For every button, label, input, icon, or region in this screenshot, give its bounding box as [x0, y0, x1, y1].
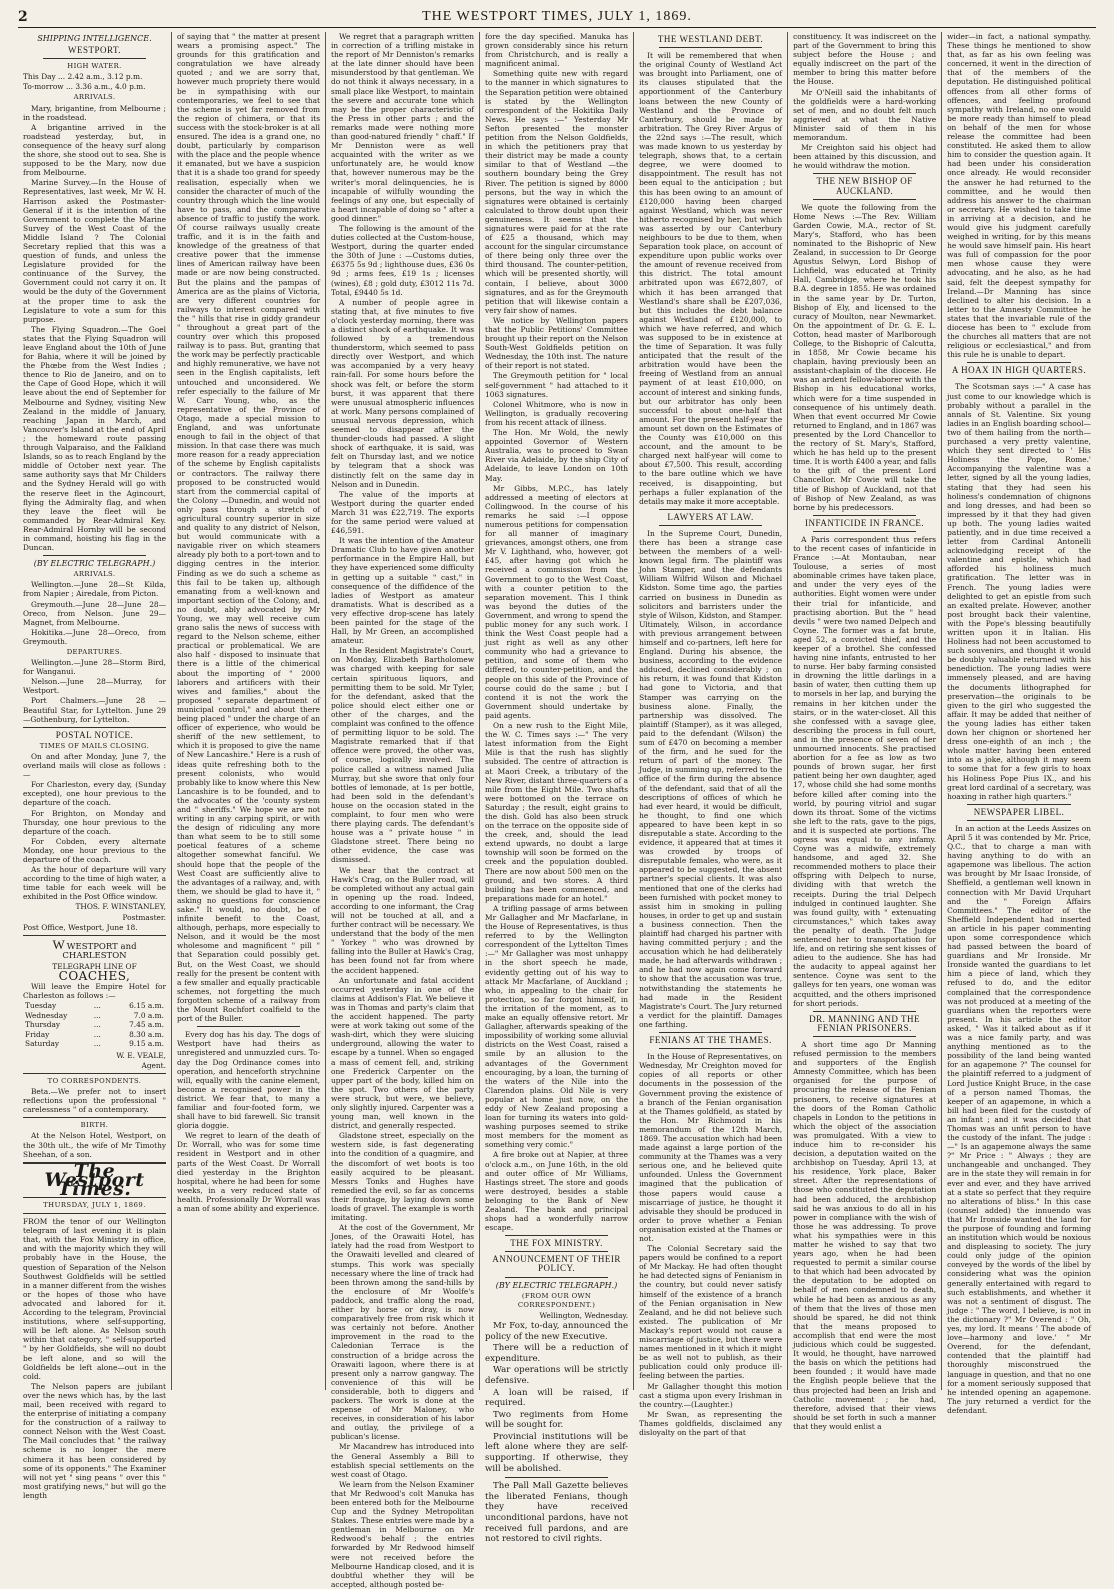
mails-closing-heading: TIMES OF MAILS CLOSING.: [39, 741, 150, 750]
news-paragraph: The value of the imports at Westport during the quarter ended March 31 was £22,719. The exports for the same period were valued at £46,591.: [331, 489, 475, 536]
policy-item: Provincial institutions will be left alone where they are self-supporting. If otherwise, they will be abolished.: [485, 1431, 629, 1474]
policy-item: Two regiments from Home will be sought for.: [485, 1409, 629, 1431]
agent-signature: W. E. VEALE,: [116, 1050, 167, 1060]
coach-heading: WWESTPORT and CHARLESTON: [52, 936, 137, 961]
coach-schedule: [23, 1001, 166, 1049]
news-paragraph: An unfortunate and fatal accident occurred yesterday in one of the claims at Addison's Flat. We believe it was in Thomas and party's claim that the accident happened. The party were at work taking out some of the wash-dirt, which they were sluicing underground, allowing the water to escape by a tunnel. When so engaged a mass of cement fell, and, striking one Frederick Carpenter on the upper part of the body, killed him on the spot. Two others of the party were struck, but were, we believe, only slightly injured. Carpenter was a young man, well known in the district, and generally respected.: [331, 975, 475, 1131]
news-paragraph: In the Resident Magistrate's Court, on Monday, Elizabeth Bartholomew was charged with keeping for sale certain spirituous liquors, and permitting them to be sold. Mr Tyler, for the defendant, asked that the police should elect either one or other of the charges, and the complaint was confined to the offence of permitting liquor to be sold. The Magistrate remarked that if that offence were proved, the other was, of course, logically involved. The police called a witness named Julia Murray, but she swore that only four bottles of lemonade, at 1s per bottle, had been sold in the defendant's house on the occasion stated in the complaint, to four men who were there playing cards. The defendant's house was a " private house " in Gladstone street. There being no other evidence, the case was dismissed.: [331, 646, 475, 865]
departure-text: Nelson.—June 28—Murray, for Westport.: [23, 677, 167, 696]
news-paragraph: The following is the amount of the duties collected at the Custom-house, Westport, during the quarter ended the 30th of June : —Customs duties, £6375 5s 9d ; lighthouse dues, £36 0s 9d ; arms fees, £19 1s ; licenses (wines), £8 ; gold duty, £3012 11s 7d. Total, £9440 5s 1d.: [331, 223, 475, 297]
schedule-row: [23, 1039, 166, 1049]
article-paragraph: Mr Swan, as representing the Thames goldfields, disclaimed any disloyalty on the part of that: [639, 1409, 783, 1437]
news-paragraph: fore the day specified. Manuka has grown considerably since his return from Christchurch, and is really a magnificent animal.: [485, 32, 629, 69]
postmaster-signature: THOS. F. WINSTANLEY,: [75, 902, 167, 912]
high-water-heading: HIGH WATER.: [67, 62, 122, 71]
masthead: [18, 6, 1096, 28]
fox-ministry-heading: THE FOX MINISTRY.: [510, 1238, 603, 1249]
schedule-day: Saturday: [25, 1039, 60, 1049]
schedule-row: [23, 1030, 166, 1040]
arrival-text: Hokitika.—June 28—Oreco, from Greymouth.: [23, 627, 167, 646]
news-paragraph: Mr Gibbs, M.P.C., has lately addressed a meeting of electors at Collingwood. In the course of his remarks he said :—I oppose numerous petitions for compensation for all manner of imaginary grievances, amongst others, one from Mr V. Lighthand, who, however, got £45, after having got which he received a commission from the Government to go to the West Coast, with a counter petition to the separation movement. This I think was beyond the duties of the Government, and wrong to spend the public money for any such work. I think the West Coast people had a just right as well as any other community who had a grievance to petition, and some of them who differed, to counter-petition, and the people on this side of the Province of course could do the same ; but I contend it is not the work the Government should undertake by paid agents.: [485, 483, 629, 720]
column-1: [18, 32, 172, 1500]
article-paragraph: We quote the following from the Home News :—The Rev. William Garden Cowie, M.A., rector of St. Mary's, Stafford, who has been nominated to the Bishopric of New Zealand, in succession to Dr George Agustus Selwyn, Lord Bishop of Lichfield, was educated at Trinity Hall, Cambridge, where he took his B.A. degree in 1855. He was ordained in the same year by Dr. Turton, Bishop of Ely, and licensed to the curacy of Moulton, near Newmarket. On the appointment of Dr. G. E. L. Cotton, head master of Marlborough College, to the Bishopric of Calcutta, in 1858, Mr Cowie became his chaplain, having previously been an assistant-chaplain of the diocese. He was an ardent fellow-laborer with the Bishop in his educational works, which were for a time suspended in consequence of his untimely death. When that event occurred Mr Cowie returned to England, and in 1867 was presented by the Lord Chancellor to the rectory of St. Mary's, Stafford, which he has held up to the present time. It is worth £400 a year, and falls to the gift of the present Lord Chancellor. Mr Cowie will take the title of Bishop of Auckland, not that of Bishop of New Zealand, as was borne by his predecessors.: [793, 202, 937, 512]
article-paragraph: It will be remembered that when the original County of Westland Act was brought into Parliament, one of its clauses stipulated that the apportionment of the Canterbury loans between the new County of Westland and the Province of Canterbury, should be made by arbitration. The Grey River Argus of the 22nd says :—The result, which was made known to us yesterday by telegraph, shows that, to a certain degree, we were doomed to disappointment. The result has not been equal to the anticipation ; but this has been owing to an amount of £120,000 having been charged against Westland, which was never hitherto recognised by her, but which was asserted by our Canterbury neighbours to be due to them, when Separation took place, on account of expenditure upon public works over the amount of revenue received from this district. The total amount arbitrated upon was £672,807, of which it has been arranged that Westland's share shall be £207,036, but this includes the debt balance against Westland of £120,000, to which we have referred, and which was supposed to be in existence at the time of Separation. It was fully anticipated that the result of the arbitration would have been the freeing of Westland from an annual payment of at least £10,000, on account of interest and sinking funds, but our arbitrator has only been successful to about one-half that amount. For the present half-year the amount set down on the Estimates of the County was £10,000 on this account, and the amount to be charged next half-year will come to about £7,500. This result, according to the bare outline which we have received, is disappointing, but perhaps a fuller explanation of the details may make it more acceptable.: [639, 51, 783, 506]
dog-ordinance-paragraph: Every dog has his day. The dogs of Westport have had theirs as unregistered and unmuzzled curs. To-day the Dog Ordinance comes into operation, and henceforth strychnine will, equally with the canine element, become a recognised power in the district. We fear that, to many a familiar and four-footed form, we shall have to bid farewell. Sic transit gloria doggie.: [177, 1030, 321, 1131]
column-4: [480, 32, 634, 1545]
columns: [18, 32, 1096, 1589]
news-paragraph: On a new rush to the Eight Mile, the W. C. Times says :—" The very latest information from the Eight Mile is that the rush has slightly subsided. The centre of attraction is at Maori Creek, a tributary of the New River, distant three-quarters of a mile from the Eight Mile. Two shafts were bottomed on the terrace on Saturday ; the result, eight grains to the dish. Gold has also been struck on the terrace on the opposite side of the creek, and, should the lead extend upwards, no doubt a large township will soon be formed on the creek and the population doubled. There are now about 500 men on the ground, and two stores. A third building has been commenced, and preparations made for an hotel.": [485, 721, 629, 903]
coach-subheading: TELEGRAPH LINE OF: [52, 961, 137, 971]
schedule-time: 6.15 a.m.: [129, 1001, 165, 1011]
news-paragraph: We regret that a paragraph written in correction of a trifling mistake in the report of Mr Denniston's remarks at the late dinner should have been misunderstood by that gentleman. We do not think it always necessary, in a small place like Westport, to maintain the severe and accurate tone which may be the proper characteristic of the Press in other parts ; and the remarks made were nothing more than good-natured friendly " chaff." If Mr Denniston were as well acquainted with the writer as we unfortunately are, he would know that, however numerous may be the writer's moral delinquencies, he is incapable of wilfully wounding the feelings of any one, but especially of a heart incapable of doing so " after a good dinner.": [331, 32, 475, 223]
fox-ministry-subheading: ANNOUNCEMENT OF THEIR POLICY.: [492, 1254, 621, 1274]
leader-dots: ...: [93, 1020, 101, 1030]
schedule-time: 8.30 a.m.: [129, 1029, 165, 1039]
column-5: [634, 32, 788, 1437]
policy-item: War operations will be strictly defensive.: [485, 1365, 629, 1386]
correspondent-credit: (FROM OUR OWN CORRESPONDENT.): [517, 1291, 596, 1309]
tide-tomorrow: To-morrow ... 3.36 a.m., 4.0 p.m.: [23, 82, 146, 92]
news-paragraph: A fire broke out at Napier, at three o'clock a.m., on June 16th, in the old and outer office of Mr Williams, Hastings street. The store and goods were destroyed, besides a stable belonging to the Bank of New Zealand. The bank and principal shops had a wonderfully narrow escape.: [485, 1150, 629, 1233]
westport-heading: WESTPORT.: [67, 45, 122, 56]
departure-text: Wellington.—June 28—Storm Bird, for Wanganui.: [23, 658, 167, 677]
article-paragraph: Mr Gallagher thought this motion cast a stigma upon every Irishman in the country.—(Laughter.): [639, 1381, 783, 1409]
news-paragraph: We learn from the Nelson Examiner that Mr Redwood's colt Manuka has been entered both for the Melbourne Cup and the Sydney Metropolitan Stakes. These entries were made by a gentleman in Melbourne on Mr Redwood's behalf ; the entries forwarded by Mr Redwood himself were not received before the Melbourne Handicap closed, and it is doubtful whether they will be accepted, although posted be-: [331, 1479, 475, 1589]
leader-paragraph: FROM the tenor of our Wellington telegram of last evening it is plain that, with the Fox Ministry in office, and with the majority which they will probably have in the House, the question of Separation of the Nelson Southwest Goldfields will be settled in a manner different from the wishes or the hopes of those who have advocated and labored for it. According to the telegram, Provincial institutions, where self-supporting, will be left alone. As Nelson south within that category, " self-supported " by her Goldfields, she will no doubt be left alone, and so will the Goldfields be left alone—out in the cold.: [23, 1217, 167, 1381]
postal-text: As the hour of departure will vary according to the time of high water, a time table for each week will be exhibited in the Post Office window.: [23, 865, 167, 902]
news-paragraph: The Hon. Mr Wold, the newly appointed Governor of Western Australia, was to proceed to Swan River via Adelaide, by the ship City of Adelaide, to leave London on 10th May.: [485, 428, 629, 483]
death-notice-paragraph: We regret to learn of the death of Dr. Worrall, who was for some time resident in Westport and in other parts of the West Coast. Dr Worrall died yesterday in the Brighton hospital, where he had been for some weeks, in a very reduced state of health. Professionally Dr Worrall was a man of some ability and experience.: [177, 1131, 321, 1213]
arrivals-heading: ARRIVALS.: [73, 570, 116, 579]
telegraph-heading: (BY ELECTRIC TELEGRAPH.): [33, 559, 156, 569]
article-paragraph: The Colonial Secretary said the papers would be confined to a report of Mr Mackay. He had often thought he had detected signs of Fenianism in the country, but could never satisfy himself of the existence of a branch of the Fenian organisation in New Zealand, and he did not believe such existed. The publication of Mr Mackay's report would not cause a miscarriage of justice, but there were names mentioned in it which it might be as well not to publish, as their publication could only produce ill-feeling between the parties.: [639, 1244, 783, 1381]
schedule-time: 7.0 a.m.: [133, 1010, 165, 1020]
article-paragraph: The Scotsman says :—" A case has just come to our knowledge which is probably without a parallel in the annals of St. Valentine. Six young ladies in an English boarding school—two of them hailing from the north—purchased a very pretty valentine, which they sent directed to ' His Holiness the Pope, Rome.' Accompanying the valentine was a letter, signed by all the young ladies, stating that they had seen his holiness's condemnation of chignons and long dresses, and had been so impressed by it that they had given up both. The young ladies waited patiently, and in due time received a letter from Cardinal Antonelli acknowledging receipt of the valentine and epistle, which had afforded his holiness much gratification. The letter was in French. The young ladies were delighted to get an epistle from such an exalted prelate. However, another post brought back their valentine, with the Pope's blessing beautifully written upon it in Italian. His Holiness had not been accustomed to such souvenirs, and thought it would be doubly valuable returned with his benediction. The young ladies were immensely pleased, and are having the documents lithographed for preservation—the originals to be given to the girl who suggested the affair. It may be added that neither of the young ladies has either taken down her chignon or shortened her dress one-eighth of an inch ; the whole matter having been entered into as a joke, although it may seem to some that for a few girls to hoax his Holiness Pope Pius IX., and his great lord cardinal of a secretary, was hoaxing in rather high quarters.": [947, 382, 1091, 801]
news-paragraph: Gladstone street, especially on the western side, is fast degenerating into the condition of a quagmire, and the discomfort of wet boots is too easily acquired to be pleasant. Messrs Tonks and Hughes have remedied the evil, so far as concerns their frontage, by laying down some loads of gravel. The example is worth imitating.: [331, 1131, 475, 1223]
article-paragraph: In the House of Representatives, on Wednesday, Mr Creighton moved for copies of all reports or other documents in the possession of the Government proving the existence of a branch of the Fenian organisation at the Thames goldfield, as stated by the Hon. Mr Richmond in his memorandum of the 12th March, 1869. The accusation which had been made against a large portion of the community at the Thames was a very serious one, and he believed quite unfounded. Unless the Government imagined that the publication of those papers would cause a miscarriage of justice, he thought it advisable they should be produced in order to prove whether a Fenian organisation existed at the Thames or not.: [639, 1052, 783, 1243]
postal-text: For Charleston, every day, (Sunday excepted), one hour previous to the departure of the coach.: [23, 780, 167, 808]
schedule-day: Wednesday: [25, 1010, 68, 1020]
policy-item: Mr Fox, to-day, announced the policy of the new Executive.: [485, 1320, 629, 1342]
shipping-paragraph: Marine Survey.—In the House of Representatives, last week, Mr W. H. Harrison asked the Postmaster-General if it is the intention of the Government to complete the Marine Survey of the West Coast of the Middle Island ? The Colonial Secretary replied that this was a question of funds, and unless the Legislature provided for the continuance of the Survey, the Government could not carry it on. It would be the duty of the Government at the proper time to ask the Legislature to vote a sum for this purpose.: [23, 178, 167, 324]
schedule-day: Thursday: [25, 1020, 61, 1030]
agent-role: Agent.: [141, 1060, 167, 1070]
paper-nameplate: The Westport Times.: [44, 1159, 145, 1200]
coaches-title: COACHES,: [58, 969, 131, 983]
news-paragraph: The Pall Mall Gazette believes the liberated Fenians, though they have received unconditional pardons, have not received full pardons, and are not restored to civil rights.: [485, 1481, 629, 1545]
post-office-date: Post Office, Westport, June 18.: [23, 922, 138, 932]
postmaster-role: Postmaster.: [122, 912, 167, 922]
article-paragraph: In the Supreme Court, Dunedin, there has been a strange case between the members of a well-known legal firm. The plaintiff was John Stamper, and the defendants William Wilfrid Wilson and Michael Kidston. Some time ago, the parties carried on business in Dunedin as solicitors and barristers under the style of Wilson, Kidston, and Stamper. Ultimately, Wilson, in accordance with previous arrangement between himself and co-partners, left here for England. During his absence, the business, according to the evidence adduced, declined considerably ; on his return, it was found that Kidston had gone to Victoria, and that Stamper was carrying on the business alone. Finally, the partnership was dissolved. The plaintiff (Stamper), as it was alleged, paid to the defendant (Wilson) the sum of £470 on becoming a member of the firm, and he sued for the return of part of the money. The Judge, in summing up, referred to the office of the firm during the absence of the defendant, said that of all the descriptions of offices of which he had ever heard, it would be difficult, he thought, to find one which appeared to have been kept in so disreputable a state. According to the evidence, it appeared that at times it was crowded by troops of disreputable females, who were, as it appeared to be suggested, the absent partner's special clients. It was also mentioned that one of the clerks had been furnished with pocket money to assist him in smoking in pulling houses, in order to get up and sustain a business connection. Then the plaintiff had charged his partner with having committed perjury ; and the accusation which he had deliberately made, he had afterwards withdrawn ; and he had now again come forward to show that the accusation was true, notwithstanding the statements he had made in the Resident Magistrate's Court. The Jury returned a verdict for the plaintiff. Damages one farthing.: [639, 528, 783, 1029]
schedule-day: Tuesday: [25, 1001, 57, 1011]
schedule-row: [23, 1020, 166, 1030]
news-paragraph: We hear that the contract at Hawk's Crag, on the Buller road, will be completed without any actual gain in opening up the road. Indeed, according to one informant, the Crag will not be touched at all, and a further contract will be necessary. We understand that the body of the men " Yorkey " who was drowned by falling into the Buller at Hawk's Crag, has been found not far from where the accident happened.: [331, 865, 475, 975]
lawyers-heading: LAWYERS AT LAW.: [667, 511, 754, 522]
arrivals-heading: ARRIVALS.: [73, 93, 116, 102]
leader-dots: ...: [93, 1010, 101, 1020]
birth-heading: BIRTH.: [80, 1121, 109, 1130]
libel-heading: NEWSPAPER LIBEL.: [973, 806, 1065, 817]
telegraph-heading: (BY ELECTRIC TELEGRAPH.): [495, 1280, 618, 1290]
schedule-time: 7.45 a.m.: [129, 1020, 165, 1030]
column-7: [942, 32, 1096, 1415]
schedule-time: 9.15 a.m.: [129, 1039, 165, 1049]
news-paragraph: We notice by Wellington papers that the Public Petitions' Committee brought up their report on the Nelson South-West Goldfields petition on Wednesday, the 10th inst. The nature of their report is not stated.: [485, 315, 629, 371]
postal-notice-heading: POSTAL NOTICE.: [55, 729, 134, 740]
fenians-heading: FENIANS AT THE THAMES.: [649, 1035, 772, 1046]
schedule-row: [23, 1001, 166, 1011]
policy-item: There will be a reduction of expenditure.: [485, 1343, 629, 1364]
leader-dots: ...: [93, 1039, 101, 1049]
arrival-text: Greymouth.—June 28—June 28—Oreco, from Nelson. June 29—Magnet, from Melbourne.: [23, 599, 167, 627]
article-paragraph: Mr Creighton said his object had been attained by this discussion, and he would withdraw the motion.: [793, 143, 937, 171]
news-paragraph: It was the intention of the Amateur Dramatic Club to have given another performance in the Empire Hall, but they have experienced some difficulty in getting up a suitable " cast," in consequence of the diffidence of the ladies of Westport as amateur dramatists. What is described as a very effective drop-scene has lately been painted for the stage of the Hall, by Mr Green, an accomplished amateur.: [331, 536, 475, 646]
shipping-paragraph: The Flying Squadron.—The Goel states that the Flying Squadron will leave England about the 10th of June for Bahia, where it will be joined by the Phœbe from the West Indies ; thence to Rio de Janeiro, and on to the Cape of Good Hope, which it will leave about the end of September for Melbourne and Sydney, visiting New Zealand in the middle of January, reaching Japan in March, and Vancouver's Island at the end of April ; the homeward route passing through Valparaiso, and the Falkland Islands, so as to reach England by the middle of October next year. The same authority says that Mr Childers and the Sydney Herald will go with the reserve fleet in the Agincourt, flying the Admiralty flag, and when they leave the fleet will be commanded by Rear-Admiral Key. Rear-Admiral Hornby will be second in command, hoisting his flag in the Duncan.: [23, 324, 167, 553]
shipping-paragraph: A brigantine arrived in the roadstead yesterday, but, in consequence of the heavy surf along the shore, she stood out to sea. She is supposed to be the Mary, now due from Melbourne.: [23, 122, 167, 178]
departures-heading: DEPARTURES.: [66, 648, 123, 656]
shipping-heading: SHIPPING INTELLIGENCE.: [37, 34, 152, 43]
page-number: 2: [18, 9, 28, 25]
tide-today: This Day ... 2.42 a.m., 3.12 p.m.: [23, 72, 143, 82]
policy-item: A loan will be raised, if required.: [485, 1387, 629, 1409]
issue-date: THURSDAY, JULY 1, 1869.: [43, 1201, 146, 1209]
schedule-day: Friday: [25, 1029, 50, 1039]
correspondents-heading: TO CORRESPONDENTS.: [47, 1076, 142, 1085]
news-paragraph: At the cost of the Government, Mr Jones, of the Orawaiti Hotel, has lately had the road from Westport to the Orawaiti levelled and cleared of stumps. This work was specially necessary where the line of track had been thrown among the sand-hills by the enclosure of Mr Woolfe's paddock, and traffic along the road, either by horse or dray, is now comparatively free from risk which it was certainly not before. Another improvement in the road to the Caledonian Terrace is the construction of a bridge across the Orawaiti lagoon, where there is at present only a narrow gangway. The convenience of this will be considerable, both to diggers and packers. The work is done at the expense of Mr Maloney, who receives, in consideration of his labor and outlay, the privilege of a publican's license.: [331, 1223, 475, 1442]
birth-text: At the Nelson Hotel, Westport, on the 30th ult., the wife of Mr Timothy Sheehan, of a son.: [23, 1131, 167, 1159]
dateline-place: Wellington, Wednesday.: [539, 1310, 629, 1320]
page-title: THE WESTPORT TIMES, JULY 1, 1869.: [422, 9, 692, 24]
leader-paragraph: The Nelson papers are jubilant over the news which has, by the last mail, been received with regard to the enterprise of initiating a company for the construction of a railway to connect Nelson with the West Coast. The Mail concludes that " the railway scheme is no longer the mere chimera it has been considered by some of its opponents." The Examiner will not yet " sing peans " over this " most gratifying news," but will go the length: [23, 1381, 167, 1500]
leader-dots: ...: [93, 1029, 101, 1039]
schedule-row: [23, 1011, 166, 1021]
article-paragraph: A short time ago Dr Manning refused permission to the members and supporters of the English Amnesty Committee, which has been organised for the purpose of procuring the release of the Fenian prisoners, to receive signatures at the doors of the Roman Catholic chapels in London to the petitions in which the object of the association was promulgated. With a view to induce him to re-consider his decision, a deputation waited on the archbishop on Tuesday, April 13, at his residence, York place, Baker street. After the representations of those who constituted the deputation had been adduced, the archbishop said he was anxious to do all in his power in compliance with the wish of those he was addressing. To prove what his sympathies were in this matter he wished to say that two years ago, when he had been requested to permit a similar course to that which had been advocated by the deputation to be adopted on behalf of men condemned to death, while he had been as anxious as any of them that the lives of those men should be spared, he did not think that the means proposed to accomplish that end were the most judicious which could be suggested. It would, he thought, have narrowed the basis on which the petitions had been founded ; it would have made the English people believe that the thus projected had been an Irish and Catholic movement ; he had, therefore, advised that their views should be set forth in such a manner that they would enlist a: [793, 1039, 937, 1431]
postal-text: On and after Monday, June 7, the overland mails will close as follows :—: [23, 751, 167, 780]
railway-article: of saying that " the matter at present wears a promising aspect." The grounds for this gratification and congratulation we have already quoted ; and we are sorry that, however much propriety there would be in sympathising with our contemporaries, we feel to see that the scheme is yet far removed from the region of chimera, or that its success with the stock-broker is at all ensured. The idea is a grand one, no doubt, particularly by comparison with the place and the people whence it emanated, but we have a suspicion that it is a shade too grand for speedy realisation, especially when we consider the character of much of the country through which the line would have to pass, and the comparative absence of traffic to justify the work. Of course railways usually create traffic, and it is in the faith and knowledge of the greatness of that creative power that the immense lines of American railway have been made or are now being constructed. But the plains and the pampas of America are as the plains of Victoria, are very different countries for railways to interest compared with the " hills that rise in giddy grandeur " throughout a great part of the country over which this proposed railway is to pass. But, granting that the work may be perfectly practicable and highly remunerative, we have not seen in the English capitalists, left untouched and unconsidered. We refer especially to the failure of Mr W. Carr Young, who, as the representative of the Province of Otago, made a special mission to England, and was unfortunate enough to fail in the object of that mission. In that case there was much more reason for a ready appreciation of the scheme by English capitalists or contractors. The railway there proposed to be constructed would start from the commercial capital of the Colony —Dunedin, and would not only pass through a stretch of agricultural country superior in size and quality to any district of Nelson, but would communicate with a navigable river on which steamers already ply both to a port-town and to digging centres in the interior. Finding as we do such a scheme as this fail to be taken up, although emanating from a well-known and important section of the Colony, and, no doubt, ably advocated by Mr Young, we may well receive cum grano salis the news of success with regard to the Nelson scheme, either practical or problematical. We are also half - disposed to insinuate that there is a little of the chimerical about the importing of " 2000 laborers and artificers with their wives and families," about the proposed " separate department of municipal control," and about there being placed " under the charge of an officer of experience, who would be sheriff of the new settlement, to which it is proposed to give the name of New Lancashire." Here is a rush of ideas quite refreshing both to the present colonists, who would probably like to know where this New Lancashire is to be founded, and to the advocates of the 'county system and " sheriffs." We hope we are not writing in any carping spirit, or with the design of ridiculing any more than what seem to be to still some poetical features of a scheme altogether somewhat fanciful. We should hope that the people of the West Coast are sufficiently alive to the advantages of a railway, and, with them, we should be glad to have it, " asking no questions for conscience sake." It would, no doubt, be of infinite benefit to the Coast, although, perhaps, more especially to Nelson, and it would be the most wholesome and magnificent " pill " that Separation could possibly get. But, on the West Coast, we should really for the present be content with a few smaller and equally practicable schemes, not forgetting the much forgotten scheme of a railway from the Mount Rochfort coalfield to the port of the Buller.: [177, 32, 321, 1024]
correspondents-text: Beta.—We prefer not to insert reflections upon the professional " carelessness " of a contemporary.: [23, 1087, 167, 1115]
coach-intro: Will leave the Empire Hotel for Charleston as follows :—: [23, 982, 167, 1001]
arrival-text: Mary, brigantine, from Melbourne ; in the roadstead.: [23, 103, 167, 122]
column-6: [788, 32, 942, 1431]
manning-heading: DR. MANNING AND THE FENIAN PRISONERS.: [809, 1013, 920, 1033]
column-3: [326, 32, 480, 1589]
column-2: [172, 32, 326, 1390]
article-paragraph: Mr O'Neill said the inhabitants of the goldfields were a hard-working set of men, and no doubt felt much aggrieved at what the Native Minister said of them in his memorandum.: [793, 87, 937, 143]
news-paragraph: Mr Macandrew has introduced into the General Assembly a Bill to establish special settlements on the west coast of Otago.: [331, 1442, 475, 1479]
bishop-heading: THE NEW BISHOP OF AUCKLAND.: [816, 176, 913, 196]
hoax-heading: A HOAX IN HIGH QUARTERS.: [951, 365, 1087, 376]
leader-dots: ...: [93, 1001, 101, 1011]
coach-heading-text: WESTPORT and CHARLESTON: [62, 941, 137, 961]
news-paragraph: A number of people agree in stating that, at five minutes to five o'clock yesterday morning, there was a distinct shock of earthquake. It was followed by a tremendous thunderstorm, which seemed to pass directly over Westport, and which was accompanied by a very heavy rain-fall. For some hours before the shock was felt, or before the storm burst, it was apparent that there were unusual atmospheric influences at work. Many persons complained of unusual nervous depression, which seemed to disappear after the thunder-clouds had passed. A slight shock of earthquake, it is said, was felt on Thursday last, and we notice by telegram that a shock was distinctly felt on the same day in Nelson and in Dunedin.: [331, 297, 475, 489]
article-paragraph: A Paris correspondent thus refers to the recent cases of infanticide in France :—At Montauban, near Toulouse, a series of most abominable crimes have taken place, and under the very eyes of the authorities. Eight women were under their trial for infanticide, and practising abortion. But the " head devils " were two named Delpech and Coyne. The former was a fat brute, aged 52, a convicted thief, and the keeper of a brothel. She confessed having nine infants, entrusted to her to nurse. Her baby farming consisted in drowning the little darlings in a basin of water, then cutting them up to morsels in her lap, and burying the remains in her kitchen under the stairs, or in the water-closet. All this she confessed with a savage glee, describing the process in full court, and in the presence of seven of her unmourned innocents. She practised abortion for a fee as low as two pounds of brown sugar, her first patient being her own daughter, aged 17, whose child she had some months before killed after coming into the world, by pouring vitriol and sugar down its throat. Some of the victims she left to the rats, gave to the pigs, and it is suspected ate portions. The ogress was equal to any infamy. Coyne was a midwife, extremely handsome, and aged 32. She recommended mothers to place their offspring with Delpech to nurse, dividing with that wretch the receipts. During the trial Delpech indulged in continued laughter. She was found guilty, with " extenuating circumstances," which takes away the penalty of death. The Judge sentenced her to transportation for life, and on retiring she sent kisses of adieu to the audience. She has had the audacity to appeal against her sentence. Coyne was sent to the galleys for ten years, one woman was acquitted, and the others imprisoned for short periods.: [793, 534, 937, 1008]
westland-debt-heading: THE WESTLAND DEBT.: [657, 34, 764, 44]
news-paragraph: A trifling passage of arms between Mr Gallagher and Mr Macfarlane, in the House of Representatives, is thus referred to by the Wellington correspondent of the Lyttelton Times :—" Mr Gallagher was most unhappy in the short speech he made, evidently getting out of his way to attack Mr Macfarlane, of Auckland ; who, in appealing to the chair for protection, so far forgot himself, in the irritation of the moment, as to make an equally offensive retort. Mr Gallagher, afterwards speaking of the impossibility of working some alluvial districts on the West Coast, raised a smile by an allusion to the advantages of the Government encouraging, by a loan, the turning of the waters of the Nile into the Clarendon plains. Old Nile is very popular at home just now, on the eddy of New Zealand proposing a loan for turning its waters into gold-washing purposes seemed to strike most members for the moment as something very comic.": [485, 903, 629, 1150]
departure-text: Port Chalmers.—June 28 — Beautiful Star, for Lyttelton. June 29—Gothenburg, for Lyttelton.: [23, 696, 167, 724]
infanticide-heading: INFANTICIDE IN FRANCE.: [805, 517, 925, 528]
article-paragraph: In an action at the Leeds Assizes on April 5 it was contended by Mr. Price, Q.C., that to charge a man with having anything to do with an agapemone was libellous. The action was brought by Mr Isaac Ironside, of Sheffield, a gentleman well known in connection with Mr David Urquhart and the " Foreign Affairs Committees." The editor of the Sheffield Independent had inserted an article in his paper commenting upon some correspondence which had passed between the board of guardians and Mr Ironside. Mr Ironside wanted the guardians to let him a piece of land, which they refused to do, and the editor complained that the correspondence was not produced at a meeting of the guardians when the reporters were present. In his article the editor asked, " Was it talked about as if it was a nice family party, and was anything mentioned as to the possibility of the land being wanted for an agapemone ?" The counsel for the plaintiff referred to a judgment of Lord Justice Knight Bruce, in the case of a person named Thomas, the keeper of an agapemone, in which a bill had been filed for the custody of an infant ; and it was decided that Thomas was an unfit person to have the custody of the infant. The judge :—" Is an agapemone always the same ?" Mr Price : " Always ; they are unchangeable and unchanged. They are in the state they will remain in for ever and ever, and they have arrived at a state so perfect that they require no alterations of bliss." In this case (counsel added) the innuendo was that Mr Ironside wanted the land for the purpose of founding and forming an institution which would be noxious and displeasing to society. The jury could only judge of the opinion conveyed by the words of the libel by considering what was the opinion generally entertained with regard to such establishments, and whether it was not a sentiment of disgust. The judge : " The word, I believe, is not in the dictionary ?" Mr Overend : " Oh, yes, my lord. It means ' The abode of love—harmony and love.' " Mr Overend, for the defendant, contended that the plaintiff had thoroughly misconstrued the language in question, and that no one for a moment seriously supposed that he intended opening an agapemone. The jury returned a verdict for the defendant.: [947, 823, 1091, 1415]
news-paragraph: The Greymouth petition for " local self-government " had attached to it 1063 signatures.: [485, 371, 629, 399]
article-paragraph: wider—in fact, a national sympathy. These things he mentioned to show that, as far as his own feeling was concerned, it went in the direction of that of the members of the deputation. He distinguished political offences from all other forms of offences, and feeling profound sympathy with Ireland, no one would be more ready than himself to plead on behalf of the men for whose release the committee had been constituted. He asked them to allow him to consider the question again. It had been under his consideration once already. He would reconsider the answer he had returned to the committee, and he would then address his answer to the chairman or secretary. He wished to take time in arriving at a decision, and he would give his judgment carefully weighed in writing, for by this means he would save himself pain. His heart was full of compassion for the poor men whose cause they were advocating, and he also, as he had said, felt the deepest sympathy for Ireland.—Dr Manning has since declined to alter his decision. In a letter to the Amnesty Committee he states that the invariable rule of the diocese has been to " exclude from the churches all matters that are not religious or ecclesiastical," and from this rule he is unable to depart.: [947, 32, 1091, 360]
news-paragraph: Colonel Whitmore, who is now in Wellington, is gradually recovering from his recent attack of illness.: [485, 399, 629, 427]
postal-text: For Brighton, on Monday and Thursday, one hour previous to the departure of the coach.: [23, 808, 167, 836]
arrival-text: Wellington.—June 28—St Kilda, from Napier ; Airedale, from Picton.: [23, 580, 167, 599]
postal-text: For Cobden, every alternate Monday, one hour previous to the departure of the coach.: [23, 836, 167, 864]
article-paragraph: constituency. It was indiscreet on the part of the Government to bring this subject before the House ; and equally indiscreet on the part of the member to bring this matter before the House.: [793, 32, 937, 87]
news-paragraph: Something quite new with regard to the manner in which signatures to the Separation petition were obtained is stated by the Wellington correspondent of the Hokitika Daily News. He says :—" Yesterday Mr Sefton presented the monster petition from the Nelson Goldfields, in which the petitioners pray that their district may be made a county similar to that of Westland —the southern boundary being the Grey River. The petition is signed by 8000 persons, but the way in which the signatures were obtained is certainly calculated to throw doubt upon their genuineness. It seems that the signatures were paid for at the rate of £25 a thousand, which may account for the singular circumstance of there being only three over the third thousand. The counter-petition, which will be presented shortly, will contain, I believe, about 3000 signatures, and as for the Greymouth petition that will likewise contain a very fair show of names.: [485, 69, 629, 315]
